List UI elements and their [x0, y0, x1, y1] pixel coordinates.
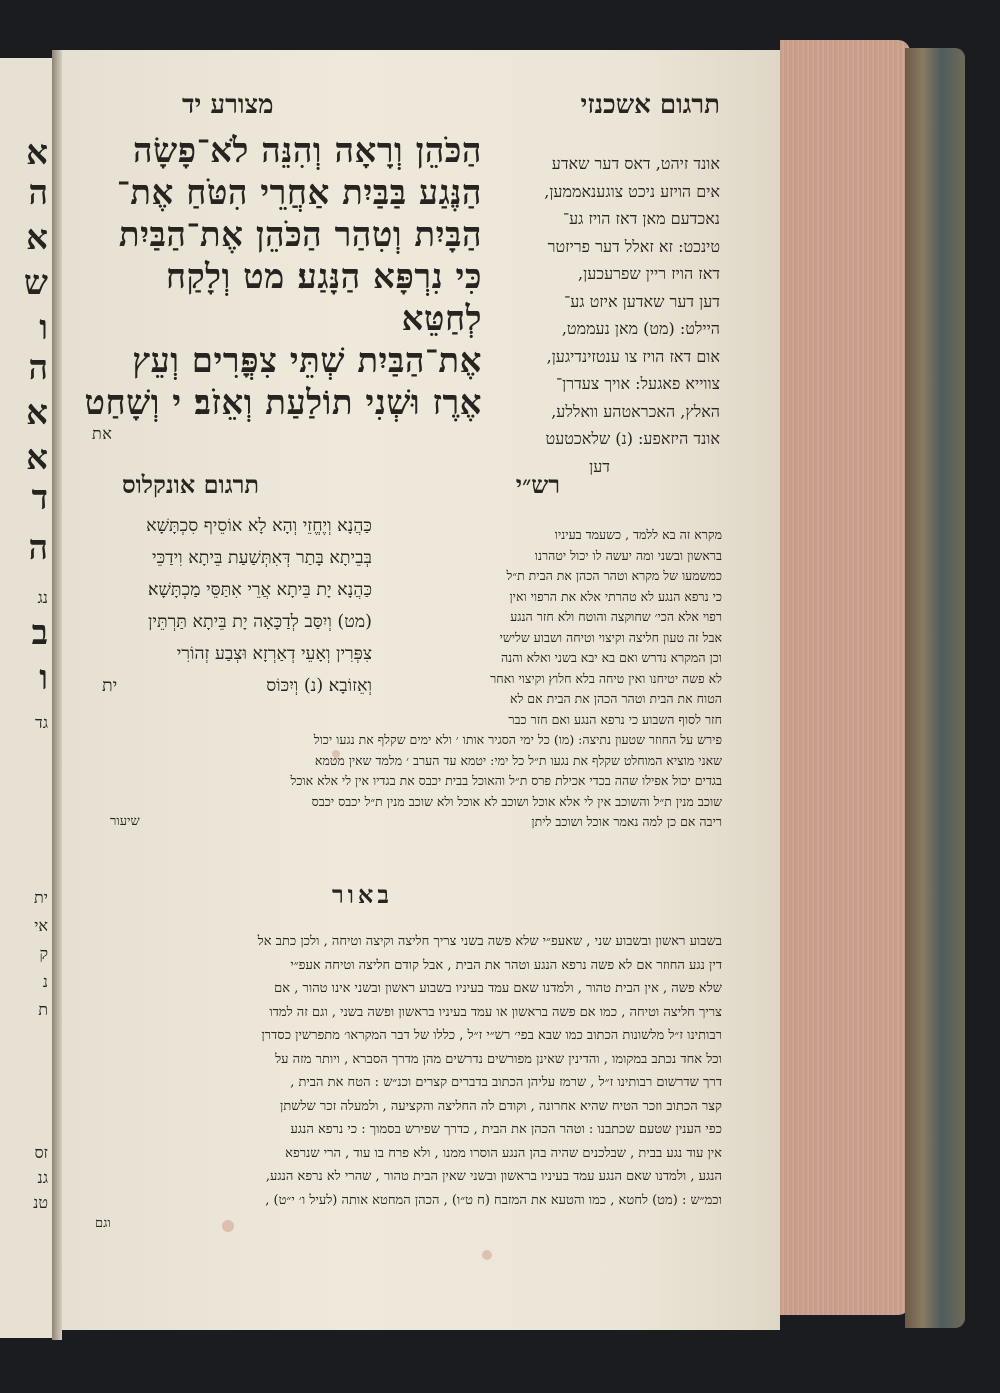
german-line: אונד היזאפע: (נ) שלאכטעט — [545, 429, 720, 448]
beur-line: צריך חליצה וטיחה , כמו אם פשה בראשון או עמד בעיניו בראשון ופשה בשני , וגם זה למדו — [269, 1004, 722, 1020]
rashi-line: שוכב מנין ת״ל והשוכב אין לי אלא אוכל ושוכב לא אוכל ולא שוכב מנין ת״ל יכבס יכבס — [311, 793, 722, 809]
beur-line: דין נגע החוזר אם לא פשה נרפא הנגע וטהר את הבית , אבל קודם חליצה וטיחה אעפ״י — [290, 957, 722, 973]
german-line: אום דאז הויז צו ענטזינדיגען, — [546, 346, 720, 366]
beur-line: אין עוד נגע בבית , שבלכנים שהיה בהן הנגע הוסרו ממנו , ולא פרח בו עוד , הרי שנרפא — [285, 1145, 722, 1161]
left-fragment: נג — [37, 588, 48, 607]
left-fragment: ית — [34, 888, 48, 907]
rashi-line: אבל זה טעון חליצה וקיצוי וטיחה ושבוע שלישי — [499, 629, 722, 645]
pasuk-line: כִּי נִרְפָּא הַנָּגַע׃ מט וְלָקַח לְחַטֵּא — [165, 257, 482, 339]
pasuk-line: אֶרֶז וּשְׁנִי תוֹלַעַת וְאֵזֹב׃ י וְשָׁחַט — [84, 383, 482, 423]
left-fragment: א — [26, 393, 48, 433]
beur-line: קצר הכתוב וזכר הטיח שהיא אחרונה , וקודם לה החליצה והקציעה , ולמעלה זכר שלשתן — [280, 1098, 722, 1114]
left-fragment: ה — [28, 528, 48, 568]
beur-heading: באור — [332, 880, 393, 909]
german-line: היילט: (מט) מאן נעממט, — [561, 319, 720, 338]
beur-line: בשבוע ראשון ובשבוע שני , שאעפ״י שלא פשה בשני צריך חליצה וקיצה וטיחה , ולכן כתב אל — [257, 934, 722, 949]
left-fragment: ו — [39, 658, 48, 698]
catchword: ית — [102, 676, 118, 696]
pasuk-line: אֶת־הַבַּיִת שְׁתֵּי צִפֳּרִים וְעֵץ — [132, 341, 482, 381]
pasuk-text — [82, 130, 482, 444]
facing-page-fragment — [0, 58, 54, 1338]
left-fragment: ה — [28, 173, 48, 213]
onkelos-line: כַּהֲנָא יָת בֵּיתָא אֲרֵי אִתַּסֵּי מַכְתָּשָׁא׃ — [148, 580, 372, 600]
rashi-full-width — [70, 730, 722, 833]
beur-text — [70, 930, 722, 1236]
left-fragment: א — [26, 218, 48, 258]
beur-line: רבותינו ז״ל מלשונות הכתוב כמו שבא בפי׳ רש״י ז״ל , כללו של דבר המקראו׳ מתפרשין כסדרן — [261, 1028, 722, 1043]
pasuk-line: הַכֹּהֵן וְרָאָה וְהִנֵּה לֹא־פָשָׂה — [133, 131, 482, 171]
german-line: נאכדעם מאן דאז הויז גע־ — [562, 209, 720, 228]
german-line: אונד זיהט, דאס דער שאדע — [551, 154, 720, 173]
onkelos-heading: תרגום אונקלוס — [122, 470, 260, 499]
rashi-line: רפוי אלא הכי׳ שחוקצה והוטח ולא חזר הנגע — [510, 609, 722, 624]
beur-line: שלא פשה , אין הבית טהור , ולמדנו שאם עמד בעיניו בשבוע ראשון ובשני אינו טהור , אם — [274, 981, 722, 996]
german-line: אים הויזע ניכט צוגענאממען, — [544, 181, 720, 201]
running-head-right: תרגום אשכנזי — [580, 90, 720, 120]
left-fragment: ת — [38, 1000, 48, 1019]
catchword: דען — [589, 456, 610, 476]
rashi-line: בגדים יכול אפילו שהה בכדי אכילת פרס ת״ל והאוכל בבית יכבס את בגדיו אין לי אלא אוכל — [290, 773, 722, 788]
rashi-line: חזר לסוף השבוע כי נרפא הנגע ואם חזר כבר — [508, 711, 722, 727]
rashi-line: כמשמעו של מקרא וטהר הכהן את הבית ת״ל — [506, 568, 722, 583]
left-fragment: ו — [39, 308, 48, 348]
left-fragment: נ — [42, 972, 48, 991]
german-line: טינכט: זא זאלל דער פריזטר — [547, 236, 720, 256]
rashi-line: בראשון ובשני ומה יעשה לו יכול יטהרנו — [534, 547, 722, 563]
left-fragment: ק — [39, 944, 48, 963]
rashi-line: הטוח את הבית וטהר הכהן את הבית אם לא — [509, 691, 722, 706]
catchword: וגם — [95, 1216, 111, 1231]
left-fragment: גנ — [37, 1168, 48, 1187]
rashi-column — [382, 525, 722, 730]
left-fragment: ה — [28, 348, 48, 388]
onkelos-line: כַּהֲנָא וְיֶחֱזֵי וְהָא לָא אוֹסֵיף סִכְתָּשָׁא — [146, 516, 372, 536]
beur-line: כפי הענין שטעם שכתבנו : וטהר הכהן את הבית , כדרך שפירש בסמוך : כי נרפא הנגע — [290, 1122, 722, 1137]
page-stain — [482, 1250, 492, 1260]
onkelos-line: (מט) וְיִסַּב לְדַכָּאָה יָת בֵּיתָא תַּרְתֵּין — [147, 612, 372, 632]
german-translation — [470, 150, 720, 480]
rashi-line: כי נרפא הנגע לא טהרתי אלא את הרפוי ואין — [509, 588, 722, 604]
beur-line: הנגע , ולמדנו שאם הנגע עמד בעיניו בראשון ובשני שאין הבית טהור , שהרי לא נרפא הנגע, — [265, 1169, 722, 1184]
onkelos-line — [82, 670, 372, 702]
german-line: האלץ, האכראטהע וואללע, — [551, 401, 720, 421]
rashi-line: לא פשה יטיחנו ואין טיחה בלא חלוץ וקיצוי ואחר — [490, 670, 722, 686]
left-fragment: טנ — [33, 1193, 48, 1212]
running-head-left: מצורע יד — [182, 90, 274, 120]
rashi-heading: רש״י — [515, 470, 560, 499]
left-fragment: אי — [34, 916, 48, 935]
catchword: את — [92, 424, 113, 443]
rashi-line-text: ריבה אם כן למה נאמר אוכל ושוכב ליתן — [531, 814, 722, 829]
rashi-line — [70, 812, 722, 833]
rashi-line: שאני מוציא המוחלט שקלף את נגעו ת״ל כל ימי: יטמא עד הערב ׳ מלמד שאין מטמא — [314, 752, 722, 768]
left-fragment: ב — [31, 613, 48, 653]
rashi-line: פירש על החוזר שטעון נתיצה: (מו) כל ימי הסגיר אותו ׳ ולא ימים שקלף את נגעו יכול — [313, 732, 722, 747]
open-book — [0, 40, 970, 1340]
book-gutter — [52, 50, 62, 1340]
onkelos-line: צִפְּרִין וְאָעֵי דְאַרְזָא וּצְבַע זְהוֹרִי — [176, 644, 372, 664]
book-cover — [905, 48, 965, 1328]
rashi-line: וכן המקרא נדרש ואם בא יבא בשני ואלא והנה — [500, 650, 722, 665]
german-line: דאז הויז ריין שפרעכען, — [578, 264, 720, 283]
onkelos-line-text: וְאֵזוֹבָא׃ (נ) וְיִכּוֹס — [266, 676, 372, 696]
left-fragment: זס — [34, 1143, 48, 1162]
catchword: שיעור — [110, 814, 140, 829]
page-edges — [780, 40, 910, 1315]
left-fragment: ש — [23, 263, 48, 303]
german-line: צווייא פאגעל: אויך צעדרן־ — [556, 374, 720, 393]
right-page — [62, 50, 780, 1330]
onkelos-text — [82, 510, 372, 702]
left-fragment: ד — [31, 478, 48, 518]
left-fragment: גד — [35, 713, 48, 732]
beur-line: וכל אחד נכתב במקומו , והדינין שאינן מפורשים נדרשים מהן מדרך הסברא , ויותר מזה על — [275, 1051, 722, 1067]
onkelos-line: בְּבֵיתָא בָּתַר דְּאִתְּשַׁעַת בֵּיתָא וִידַכֵּי — [152, 548, 372, 568]
german-line: דען דער שאדען איזט גע־ — [564, 291, 720, 311]
pasuk-line: הַבָּיִת וְטִהַר הַכֹּהֵן אֶת־הַבַּיִת — [118, 215, 482, 255]
left-fragment: א — [26, 133, 48, 173]
pasuk-line: הַנֶּגַע בַּבַּיִת אַחֲרֵי הִטֹּחַ אֶת־ — [116, 173, 482, 213]
beur-line: דרך שדרשום רבותינו ז״ל , שרמז עליהן הכתוב בדברים קצרים וכנ״ש : הטח את הבית , — [290, 1075, 722, 1090]
beur-line: וכמ״ש : (מט) לחטא , כמו והטעא את המזבח (ח ט״ו) , הכהן המחטא אותה (לעיל ו׳ י״ט) , — [265, 1192, 722, 1208]
left-fragment: א — [26, 438, 48, 478]
rashi-line: מקרא זה בא ללמד , כשעמד בעיניו — [554, 527, 722, 542]
